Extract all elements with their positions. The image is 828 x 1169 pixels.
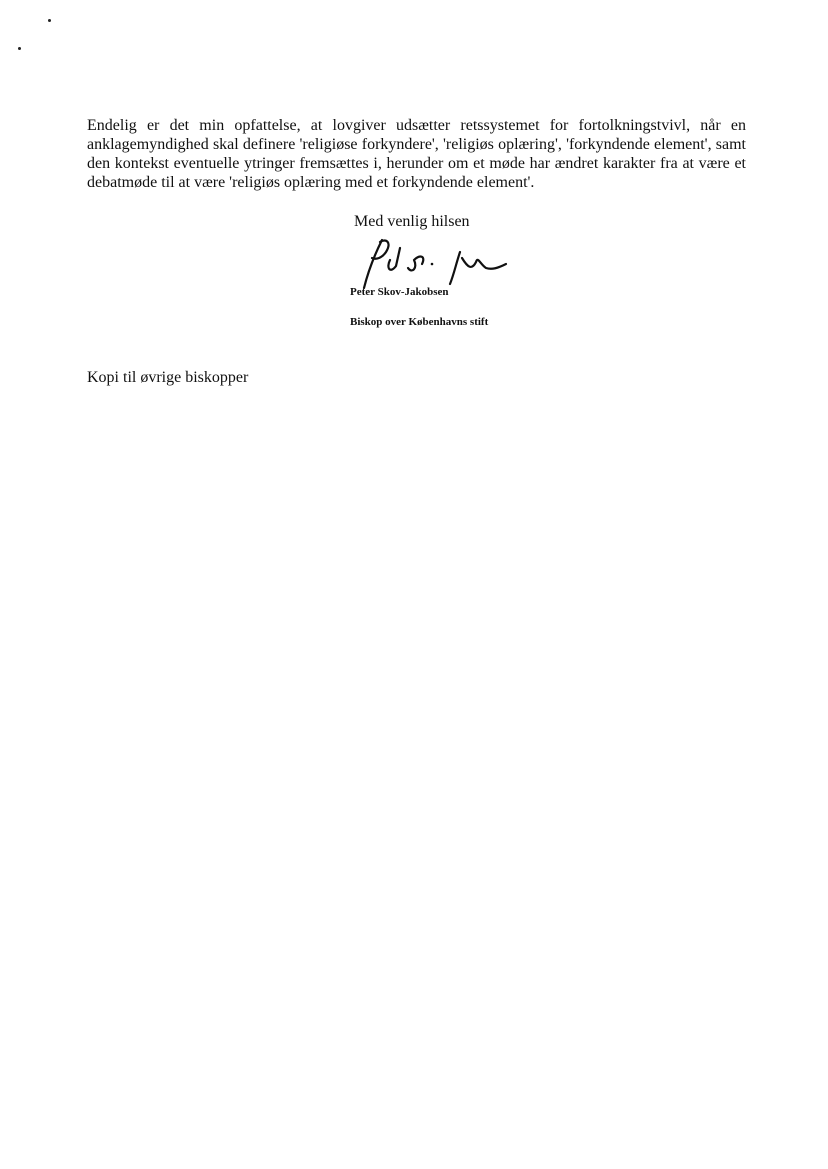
scan-speck [18,47,21,50]
scan-speck [48,19,51,22]
signer-title: Biskop over Københavns stift [350,316,489,328]
copy-note: Kopi til øvrige biskopper [87,369,249,386]
signer-name: Peter Skov-Jakobsen [350,286,449,298]
handwritten-signature [350,234,510,290]
body-paragraph: Endelig er det min opfattelse, at lovgiver udsætter retssystemet for fortolkningstvivl, når en anklagemyndighed skal definere 'religiøse forkyndere', 'religiøs oplæring', 'forkyndende element', samt den kontekst eventuelle ytringer fremsættes i, herunder om et møde har ændret karakter fra at være et debatmøde til at være 'religiøs oplæring med et forkyndende element'. [87,117,746,191]
closing-greeting: Med venlig hilsen [354,213,470,230]
